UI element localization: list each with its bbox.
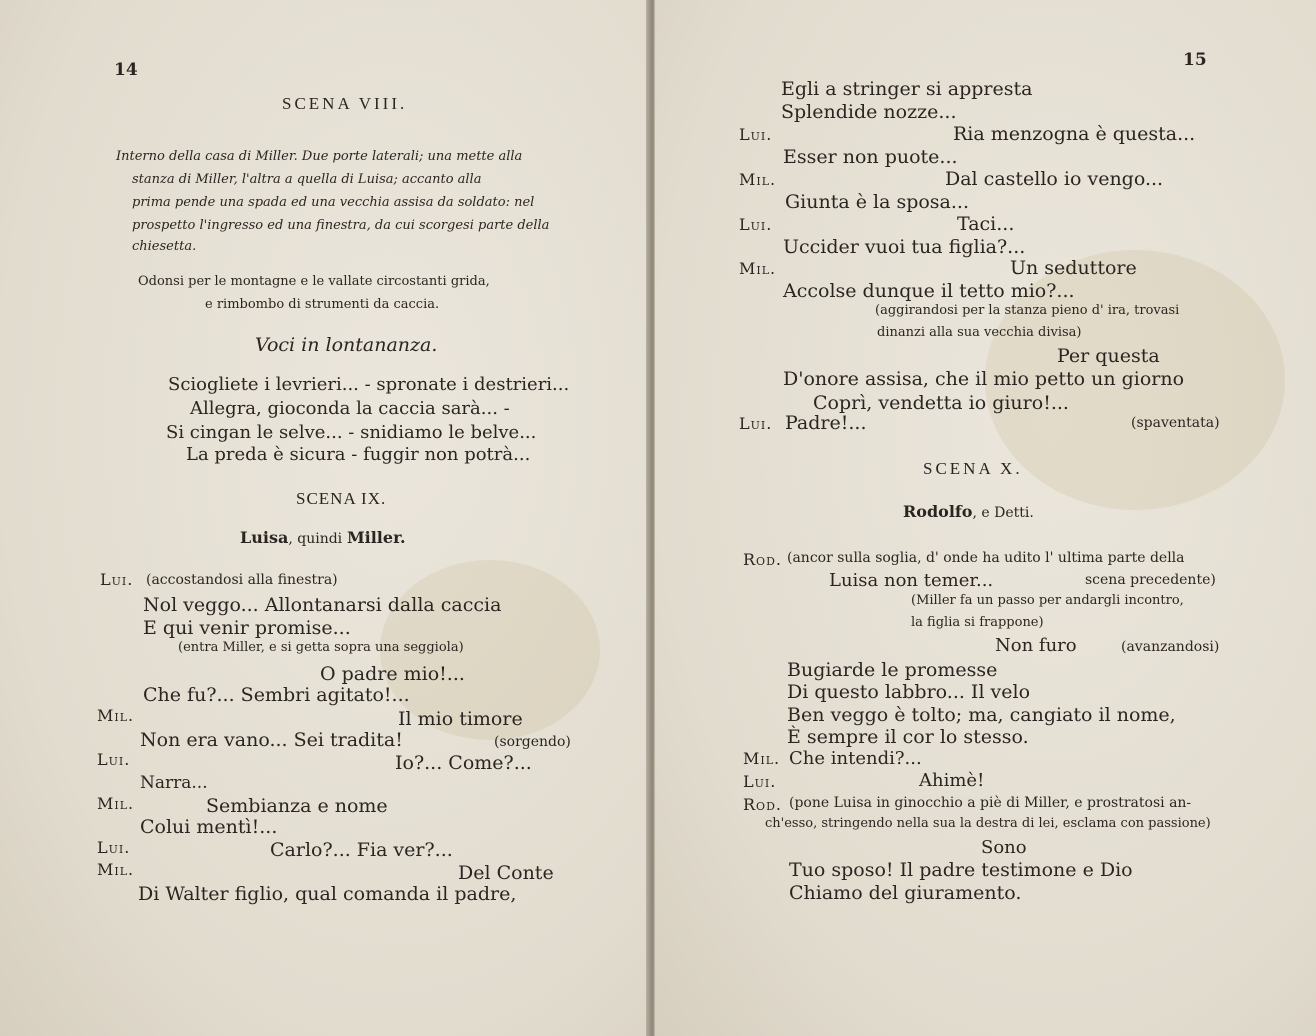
verse-line: Tuo sposo! Il padre testimone e Dio	[789, 859, 1133, 881]
verse-line: È sempre il cor lo stesso.	[787, 726, 1029, 748]
page-number: 14	[114, 60, 138, 80]
speaker-label: Lui.	[97, 838, 131, 857]
scene-title: SCENA X.	[923, 459, 1023, 478]
verse-line: E qui venir promise...	[143, 617, 351, 639]
verse-line: Colui mentì!...	[140, 816, 278, 838]
verse-line: Ben veggo è tolto; ma, cangiato il nome,	[787, 704, 1176, 726]
verse-line: Che fu?... Sembri agitato!...	[143, 684, 410, 706]
stage-direction: dinanzi alla sua vecchia divisa)	[877, 325, 1082, 340]
stage-direction: (sorgendo)	[494, 734, 571, 750]
verse-line: Carlo?... Fia ver?...	[270, 839, 453, 861]
speaker-label: Rod.	[743, 795, 782, 814]
verse-line: Nol veggo... Allontanarsi dalla caccia	[143, 594, 502, 616]
verse-line: Dal castello io vengo...	[945, 168, 1164, 190]
speaker-label: Rod.	[743, 550, 782, 569]
voices-heading: Voci in lontananza.	[255, 334, 438, 356]
chorus-line: La preda è sicura - fuggir non potrà...	[186, 444, 531, 465]
verse-line: Egli a stringer si appresta	[781, 78, 1033, 100]
verse-line: Narra...	[140, 773, 208, 793]
verse-line: D'onore assisa, che il mio petto un giorno	[783, 368, 1185, 390]
verse-line: Ria menzogna è questa...	[953, 123, 1196, 145]
speaker-label: Mil.	[739, 170, 777, 189]
stage-direction: (pone Luisa in ginocchio a piè di Miller, e prostratosi an-	[789, 795, 1192, 811]
verse-line: Il mio timore	[398, 708, 523, 730]
stage-direction: (Miller fa un passo per andargli incontro,	[911, 593, 1184, 608]
verse-line: Non era vano... Sei tradita!	[140, 729, 403, 751]
stage-direction: (entra Miller, e si getta sopra una seggiola)	[178, 640, 464, 655]
verse-line: Di Walter figlio, qual comanda il padre,	[138, 883, 517, 905]
verse-line: Io?... Come?...	[395, 752, 532, 774]
speaker-label: Lui.	[97, 750, 131, 769]
speaker-label: Lui.	[100, 570, 134, 589]
character-connector: , e Detti.	[972, 505, 1034, 521]
verse-line: Bugiarde le promesse	[787, 659, 998, 681]
stage-direction: (avanzandosi)	[1121, 639, 1220, 655]
verse-line: Sembianza e nome	[206, 795, 388, 817]
stage-direction-line: Interno della casa di Miller. Due porte laterali; una mette alla	[116, 149, 523, 164]
stage-direction: (aggirandosi per la stanza pieno d' ira, trovasi	[875, 303, 1180, 318]
speaker-label: Lui.	[743, 772, 777, 791]
speaker-label: Mil.	[97, 794, 135, 813]
stage-direction: (spaventata)	[1131, 415, 1220, 431]
stage-direction: scena precedente)	[1085, 572, 1216, 588]
character-connector: , quindi	[288, 531, 343, 547]
verse-line: Che intendi?...	[789, 748, 922, 769]
stage-direction: (accostandosi alla finestra)	[146, 572, 338, 588]
speaker-label: Mil.	[97, 706, 135, 725]
verse-line: Padre!...	[785, 412, 867, 434]
character-name: Miller.	[346, 528, 406, 547]
verse-line: Coprì, vendetta io giuro!...	[813, 392, 1069, 414]
verse-line: O padre mio!...	[320, 663, 465, 685]
speaker-label: Mil.	[739, 259, 777, 278]
chorus-line: Si cingan le selve... - snidiamo le belve...	[166, 422, 537, 443]
verse-line: Luisa non temer...	[829, 570, 994, 591]
stage-direction: la figlia si frappone)	[911, 615, 1044, 630]
stage-direction-line: chiesetta.	[132, 239, 197, 254]
verse-line: Ahimè!	[919, 770, 985, 791]
stage-direction-line: prospetto l'ingresso ed una finestra, da cui scorgesi parte della	[132, 218, 550, 233]
verse-line: Sono	[981, 837, 1027, 858]
speaker-label: Lui.	[739, 215, 773, 234]
speaker-label: Mil.	[97, 860, 135, 879]
verse-line: Non furo	[995, 635, 1077, 656]
offstage-note-line: Odonsi per le montagne e le vallate circostanti grida,	[138, 274, 490, 289]
verse-line: Splendide nozze...	[781, 101, 957, 123]
chorus-line: Allegra, gioconda la caccia sarà... -	[190, 398, 510, 419]
verse-line: Accolse dunque il tetto mio?...	[783, 280, 1075, 302]
page-number: 15	[1183, 50, 1207, 70]
right-page	[654, 0, 1316, 1036]
verse-line: Esser non puote...	[783, 146, 958, 168]
stage-direction-line: prima pende una spada ed una vecchia assisa da soldato: nel	[132, 195, 535, 210]
verse-line: Uccider vuoi tua figlia?...	[783, 236, 1026, 258]
chorus-line: Sciogliete i levrieri... - spronate i destrieri...	[168, 374, 570, 395]
stage-direction: ch'esso, stringendo nella sua la destra di lei, esclama con passione)	[765, 816, 1211, 831]
verse-line: Per questa	[1057, 345, 1160, 367]
speaker-label: Lui.	[739, 414, 773, 433]
speaker-label: Mil.	[743, 749, 781, 768]
character-name: Rodolfo	[903, 502, 973, 521]
scene-title: SCENA IX.	[296, 489, 387, 508]
scene-title: SCENA VIII.	[282, 94, 408, 113]
verse-line: Del Conte	[458, 862, 554, 884]
scene-characters	[240, 530, 406, 546]
character-name: Luisa	[240, 528, 289, 547]
scene-characters	[903, 504, 1034, 520]
stage-direction: (ancor sulla soglia, d' onde ha udito l' ultima parte della	[787, 550, 1185, 566]
stage-direction-line: stanza di Miller, l'altra a quella di Luisa; accanto alla	[132, 172, 482, 187]
verse-line: Giunta è la sposa...	[785, 191, 970, 213]
left-page	[0, 0, 651, 1036]
verse-line: Di questo labbro... Il velo	[787, 681, 1031, 703]
verse-line: Taci...	[957, 213, 1015, 235]
speaker-label: Lui.	[739, 125, 773, 144]
offstage-note-line: e rimbombo di strumenti da caccia.	[205, 297, 440, 312]
verse-line: Chiamo del giuramento.	[789, 882, 1022, 904]
verse-line: Un seduttore	[1010, 257, 1137, 279]
